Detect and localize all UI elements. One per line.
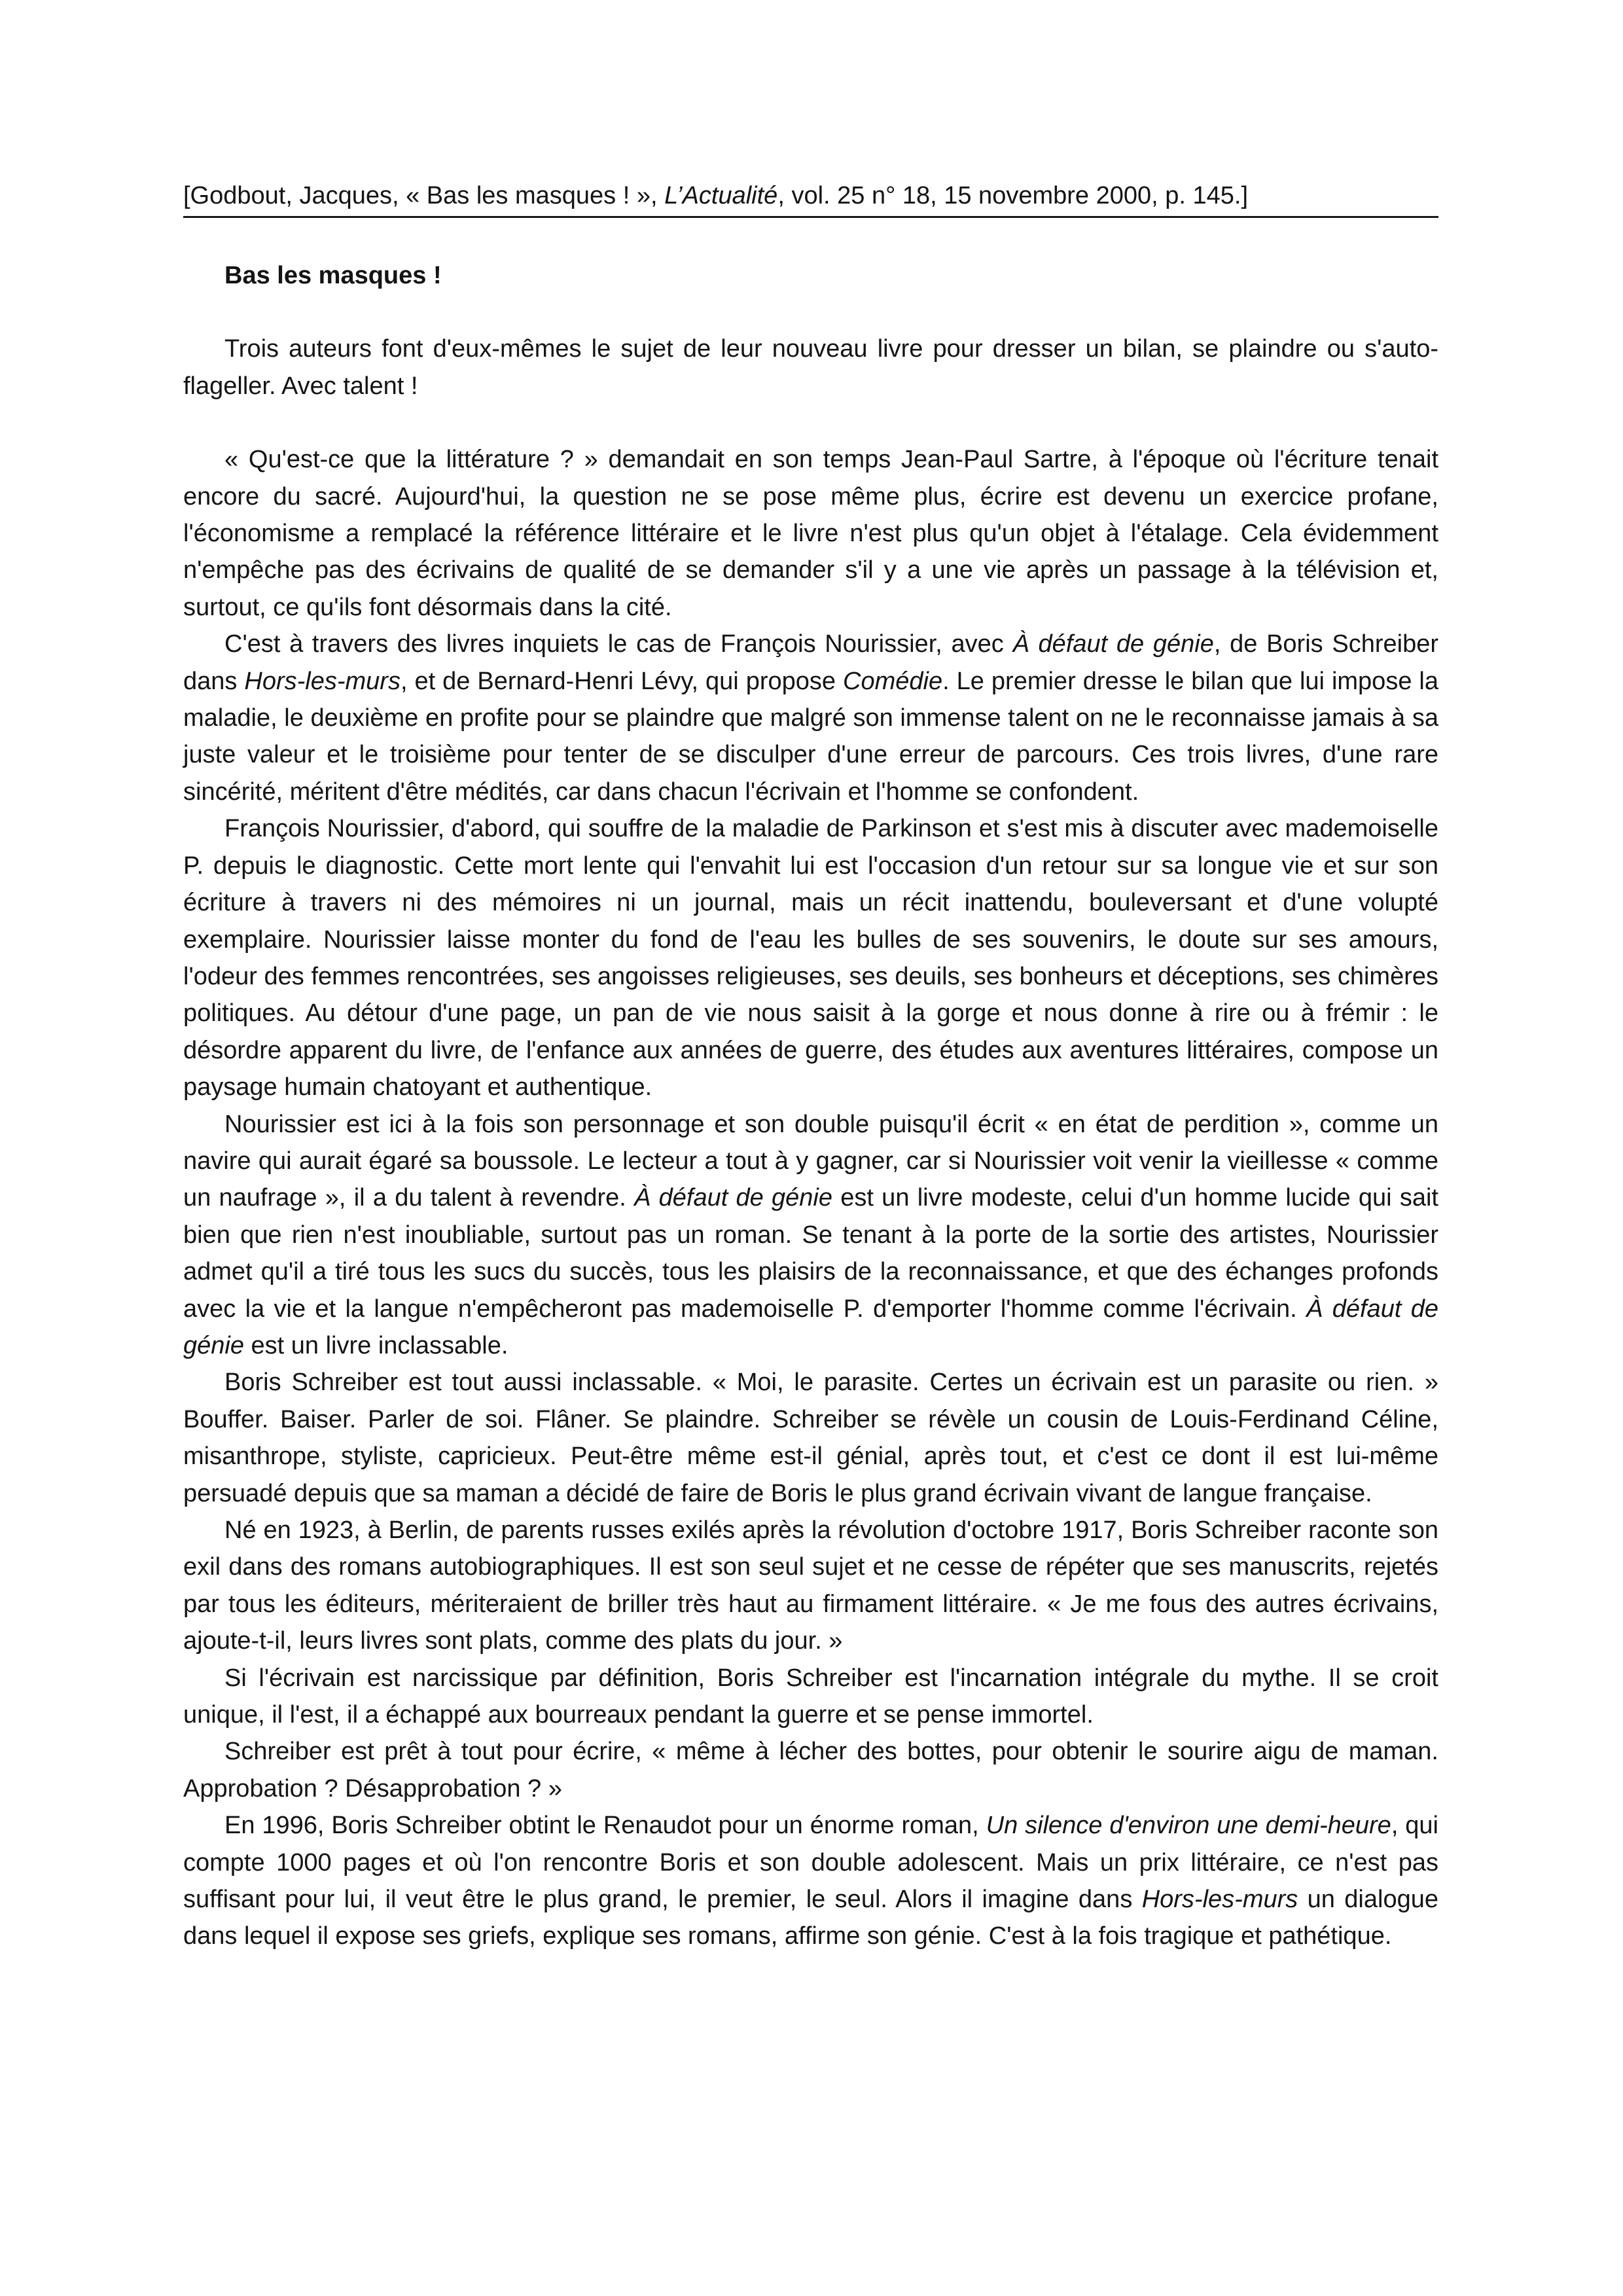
book-title: À défaut de génie (183, 1295, 1438, 1359)
book-title: Hors-les-murs (244, 667, 401, 695)
paragraph-2-text: . Le premier dresse le bilan que lui impose la maladie, le deuxième en profite pour se plaindre que malgré son immense talent on ne le reconnaisse jamais à sa juste valeur et le troisième pour tenter de se disculper d'une erreur de parcours. Ces trois livres, d'une rare sincérité, méritent d'être médités, car dans chacun l'écrivain et l'homme se confondent. (183, 667, 1439, 806)
paragraph-2-text: , de Boris Schreiber dans (183, 630, 1438, 695)
article-body (183, 257, 1438, 1955)
paragraph-4-text: est un livre modeste, celui d'un homme lucide qui sait bien que rien n'est inoubliable, surtout pas un roman. Se tenant à la porte de la sortie des artistes, Nourissier admet qu'il a tiré tous les sucs du succès, tous les plaisirs de la reconnaissance, et que des échanges profonds avec la vie et la langue n'empêcheront pas mademoiselle P. d'emporter l'homme comme l'écrivain. (183, 1184, 1438, 1323)
book-title: Comédie (843, 667, 943, 695)
book-title: Un silence d'environ une demi-heure (986, 1812, 1391, 1840)
paragraph-9 (183, 1807, 1438, 1955)
paragraph-4-text: Nourissier est ici à la fois son personnage et son double puisqu'il écrit « en état de perdition », comme un navire qui aurait égaré sa boussole. Le lecteur a tout à y gagner, car si Nourissier voit venir la vieillesse « comme un naufrage », il a du talent à revendre. (183, 1110, 1438, 1212)
paragraph-3: François Nourissier, d'abord, qui souffre de la maladie de Parkinson et s'est mis à discuter avec mademoiselle P. depuis le diagnostic. Cette mort lente qui l'envahit lui est l'occasion d'un retour sur sa longue vie et sur son écriture à travers ni des mémoires ni un journal, mais un récit inattendu, bouleversant et d'une volupté exemplaire. Nourissier laisse monter du fond de l'eau les bulles de ses souvenirs, le doute sur ses amours, l'odeur des femmes rencontrées, ses angoisses religieuses, ses deuils, ses bonheurs et déceptions, ses chimères politiques. Au détour d'une page, un pan de vie nous saisit à la gorge et nous donne à rire ou à frémir : le désordre apparent du livre, de l'enfance aux années de guerre, des études aux aventures littéraires, compose un paysage humain chatoyant et authentique. (183, 815, 1438, 1102)
paragraph-9-text: En 1996, Boris Schreiber obtint le Renaudot pour un énorme roman, (224, 1812, 986, 1840)
citation-header (183, 178, 1438, 218)
paragraph-7: Si l'écrivain est narcissique par définition, Boris Schreiber est l'incarnation intégrale du mythe. Il se croit unique, il l'est, il a échappé aux bourreaux pendant la guerre et se pense immortel. (183, 1664, 1438, 1729)
paragraph-4-text: est un livre inclassable. (243, 1331, 508, 1359)
paragraph-6: Né en 1923, à Berlin, de parents russes exilés après la révolution d'octobre 1917, Boris Schreiber raconte son exil dans des romans autobiographiques. Il est son seul sujet et ne cesse de répéter que ses manuscrits, rejetés par tous les éditeurs, mériteraient de briller très haut au firmament littéraire. « Je me fous des autres écrivains, ajoute-t-il, leurs livres sont plats, comme des plats du jour. » (183, 1516, 1438, 1655)
paragraph-9-text: , qui compte 1000 pages et où l'on rencontre Boris et son double adolescent. Mais un prix littéraire, ce n'est pas suffisant pour lui, il veut être le plus grand, le premier, le seul. Alors il imagine dans (183, 1812, 1438, 1914)
paragraph-5: Boris Schreiber est tout aussi inclassable. « Moi, le parasite. Certes un écrivain est un parasite ou rien. » Bouffer. Baiser. Parler de soi. Flâner. Se plaindre. Schreiber se révèle un cousin de Louis-Ferdinand Céline, misanthrope, styliste, capricieux. Peut-être même est-il génial, après tout, et c'est ce dont il est lui-même persuadé depuis que sa maman a décidé de faire de Boris le plus grand écrivain vivant de langue française. (183, 1369, 1438, 1507)
book-title: À défaut de génie (634, 1184, 833, 1212)
article-title: Bas les masques ! (224, 262, 442, 289)
book-title: Hors-les-murs (1141, 1886, 1298, 1914)
paragraph-2-text: , et de Bernard-Henri Lévy, qui propose (400, 667, 844, 695)
paragraph-1: « Qu'est-ce que la littérature ? » demandait en son temps Jean-Paul Sartre, à l'époque où l'écriture tenait encore du sacré. Aujourd'hui, la question ne se pose même plus, écrire est devenu un exercice profane, l'économisme a remplacé la référence littéraire et le livre n'est plus qu'un objet à l'étalage. Cela évidemment n'empêche pas des écrivains de qualité de se demander s'il y a une vie après un passage à la télévision et, surtout, ce qu'ils font désormais dans la cité. (183, 446, 1438, 621)
paragraph-9-text: un dialogue dans lequel il expose ses griefs, explique ses romans, affirme son génie. C'est à la fois tragique et pathétique. (183, 1886, 1438, 1950)
paragraph-2-text: C'est à travers des livres inquiets le cas de François Nourissier, avec (224, 630, 1013, 658)
paragraph-4 (183, 1106, 1438, 1365)
citation-text-before: [Godbout, Jacques, « Bas les masques ! », (183, 182, 665, 209)
paragraph-8: Schreiber est prêt à tout pour écrire, « même à lécher des bottes, pour obtenir le sourire aigu de maman. Approbation ? Désapprobation ? » (183, 1738, 1438, 1803)
paragraph-2 (183, 626, 1438, 810)
citation-text-after: , vol. 25 n° 18, 15 novembre 2000, p. 145.] (777, 182, 1249, 209)
book-title: À défaut de génie (1012, 630, 1214, 658)
citation-journal: L’Actualité (664, 182, 778, 209)
article-lead: Trois auteurs font d'eux-mêmes le sujet de leur nouveau livre pour dresser un bilan, se plaindre ou s'auto-flageller. Avec talent ! (183, 335, 1438, 400)
